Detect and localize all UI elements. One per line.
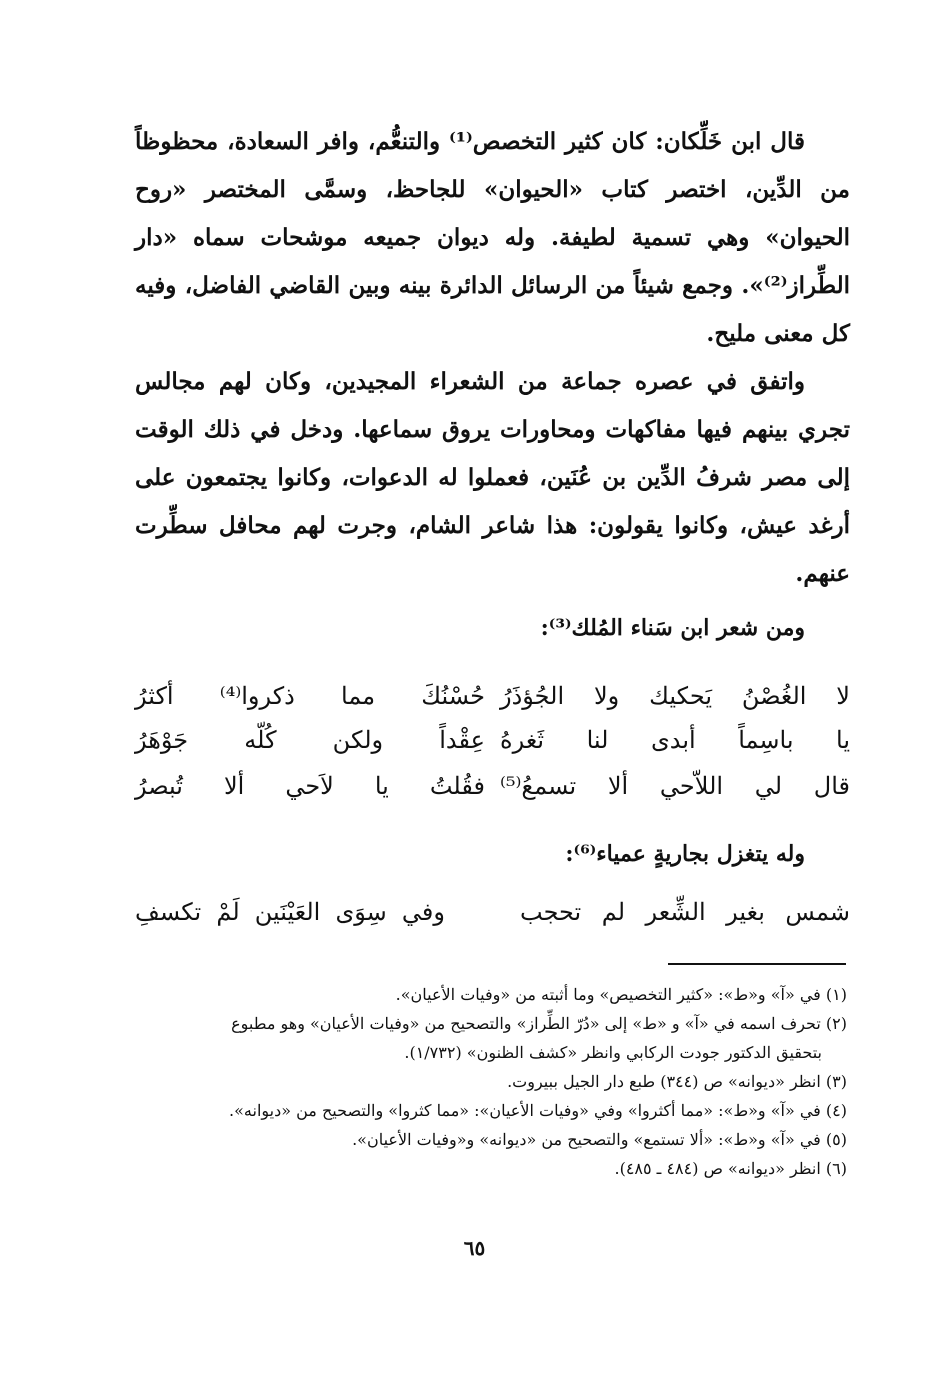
verse-second-hemistich: حُسْنُكَ مما ذكروا⁽⁴⁾ أكثرُ bbox=[135, 682, 485, 710]
footnote-4: (٤) في «آ» و«ط»: «مما أكثروا» وفي «وفيات الأعيان»: «مما كثروا» والتصحيح من «ديوانه». bbox=[229, 1101, 847, 1120]
verse-second-hemistich: فقُلتُ يا لاَحي ألا تُبصرُ bbox=[135, 772, 485, 800]
footnote-2: (٢) تحرف اسمه في «آ» و «ط» إلى «دُرّ الطِّراز» والتصحيح من «وفيات الأعيان» وهو مطبوع bbox=[231, 1014, 847, 1033]
paragraph-second-poem-intro: وله يتغزل بجاريةٍ عمياء⁽⁶⁾: bbox=[565, 841, 805, 867]
verse-line-4 bbox=[135, 890, 850, 934]
verse-first-hemistich: قال لي اللاّحي ألا تسمعُ⁽⁵⁾ bbox=[500, 772, 850, 800]
verse-line-2 bbox=[135, 718, 850, 762]
verse-second-hemistich: وفي سِوَى العَيْنَين لَمْ تكسفِ bbox=[135, 898, 445, 926]
verse-first-hemistich: شمس بغير الشِّعر لم تحجب bbox=[520, 898, 850, 926]
verse-line-3 bbox=[135, 764, 850, 808]
footnote-5: (٥) في «آ» و«ط»: «ألا تستمع» والتصحيح من «ديوانه» و«وفيات الأعيان». bbox=[352, 1130, 847, 1149]
footnote-6: (٦) انظر «ديوانه» ص (٤٨٤ ـ ٤٨٥). bbox=[614, 1159, 847, 1178]
verse-line-1 bbox=[135, 674, 850, 718]
paragraph-poem-intro: ومن شعر ابن سَناء المُلك⁽³⁾: bbox=[540, 615, 805, 641]
footnote-1: (١) في «آ» و«ط»: «كثير التخصيص» وما أثبته من «وفيات الأعيان». bbox=[395, 985, 847, 1004]
footnote-3: (٣) انظر «ديوانه» ص (٣٤٤) طبع دار الجيل ببيروت. bbox=[507, 1072, 847, 1091]
verse-first-hemistich: لا الغُصْنُ يَحكيك ولا الجُؤذَرُ bbox=[500, 682, 850, 710]
verse-first-hemistich: يا باسِماً أبدى لنا ثَغرهُ bbox=[500, 726, 850, 754]
verse-second-hemistich: عِقْداً ولكن كُلّه جَوْهَرُ bbox=[135, 726, 485, 754]
page-number: ٦٥ bbox=[463, 1236, 486, 1260]
footnote-2-continued: بتحقيق الدكتور جودت الركابي وانظر «كشف الظنون» (١/٧٣٢). bbox=[404, 1043, 822, 1062]
paragraph-ibn-khallikan: قال ابن خَلِّكان: كان كثير التخصص⁽¹⁾ والتنعُّم، وافر السعادة، محظوظاً من الدِّين، اختصر كتاب «الحيوان» للجاحظ، وسمَّى المختصر «روح الحيوان» وهي تسمية لطيفة. وله ديوان جميعه موشحات سماه «دار الطِّراز⁽²⁾». وجمع شيئاً من الرسائل الدائرة بينه وبين القاضي الفاضل، وفيه كل معنى مليح. bbox=[135, 128, 850, 347]
paragraph-poets-gatherings: واتفق في عصره جماعة من الشعراء المجيدين، وكان لهم مجالس تجري بينهم فيها مفاكهات ومحاورات يروق سماعها. ودخل في ذلك الوقت إلى مصر شرفُ الدِّين بن عُنَين، فعملوا له الدعوات، وكانوا يجتمعون على أرغد عيش، وكانوا يقولون: هذا شاعر الشام، وجرت لهم محافل سطِّرت عنهم. bbox=[135, 368, 850, 587]
footnotes bbox=[135, 980, 847, 1183]
footnote-separator bbox=[668, 963, 846, 965]
